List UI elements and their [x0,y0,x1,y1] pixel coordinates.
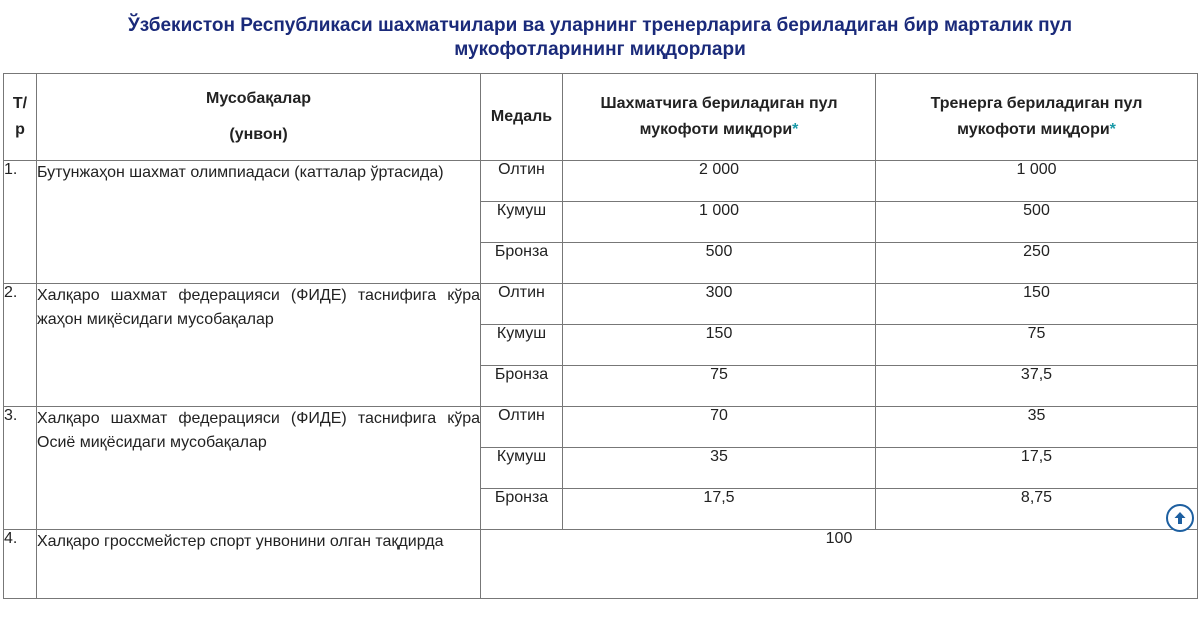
coach-prize: 17,5 [876,448,1198,489]
player-prize: 75 [563,366,876,407]
coach-prize: 8,75 [876,489,1198,530]
page-title [0,14,1200,62]
arrow-up-icon [1171,509,1189,527]
player-prize: 2 000 [563,161,876,202]
player-prize: 17,5 [563,489,876,530]
coach-prize: 75 [876,325,1198,366]
prize-table [3,73,1198,599]
coach-prize: 1 000 [876,161,1198,202]
medal-bronze: Бронза [481,366,563,407]
asterisk-mark: * [1109,121,1116,138]
coach-prize: 35 [876,407,1198,448]
grandmaster-prize: 100 [481,530,1198,599]
medal-gold: Олтин [481,161,563,202]
header-medal: Медаль [481,74,563,161]
header-competitions: Мусобақалар (унвон) [37,74,481,161]
table-row [4,161,1198,202]
table-row [4,407,1198,448]
header-player-prize: Шахматчига бериладиган пул мукофоти миқдори* [563,74,876,161]
coach-prize: 37,5 [876,366,1198,407]
table-row [4,284,1198,325]
medal-silver: Кумуш [481,202,563,243]
coach-prize: 250 [876,243,1198,284]
medal-gold: Олтин [481,284,563,325]
header-coach-prize: Тренерга бериладиган пул мукофоти миқдори* [876,74,1198,161]
row-number: 3. [4,407,37,530]
player-prize: 300 [563,284,876,325]
row-number: 2. [4,284,37,407]
coach-prize: 500 [876,202,1198,243]
header-row [4,74,1198,161]
player-prize: 70 [563,407,876,448]
header-number: Т/ р [4,74,37,161]
row-number: 4. [4,530,37,599]
table-row [4,530,1198,599]
asterisk-mark: * [792,121,799,138]
row-number: 1. [4,161,37,284]
title-line-1: Ўзбекистон Республикаси шахматчилари ва уларнинг тренерларига бериладиган бир марталик пул [127,15,1073,36]
competition-name: Бутунжаҳон шахмат олимпиадаси (катталар ўртасида) [37,161,481,284]
competition-name: Халқаро шахмат федерацияси (ФИДЕ) таснифига кўра Осиё миқёсидаги мусобақалар [37,407,481,530]
medal-silver: Кумуш [481,325,563,366]
medal-bronze: Бронза [481,243,563,284]
coach-prize: 150 [876,284,1198,325]
player-prize: 35 [563,448,876,489]
title-line-2: мукофотларининг миқдорлари [454,39,746,60]
player-prize: 1 000 [563,202,876,243]
player-prize: 500 [563,243,876,284]
player-prize: 150 [563,325,876,366]
medal-gold: Олтин [481,407,563,448]
medal-silver: Кумуш [481,448,563,489]
competition-name: Халқаро гроссмейстер спорт унвонини олган тақдирда [37,530,481,599]
scroll-to-top-button[interactable] [1166,504,1194,532]
medal-bronze: Бронза [481,489,563,530]
competition-name: Халқаро шахмат федерацияси (ФИДЕ) таснифига кўра жаҳон миқёсидаги мусобақалар [37,284,481,407]
